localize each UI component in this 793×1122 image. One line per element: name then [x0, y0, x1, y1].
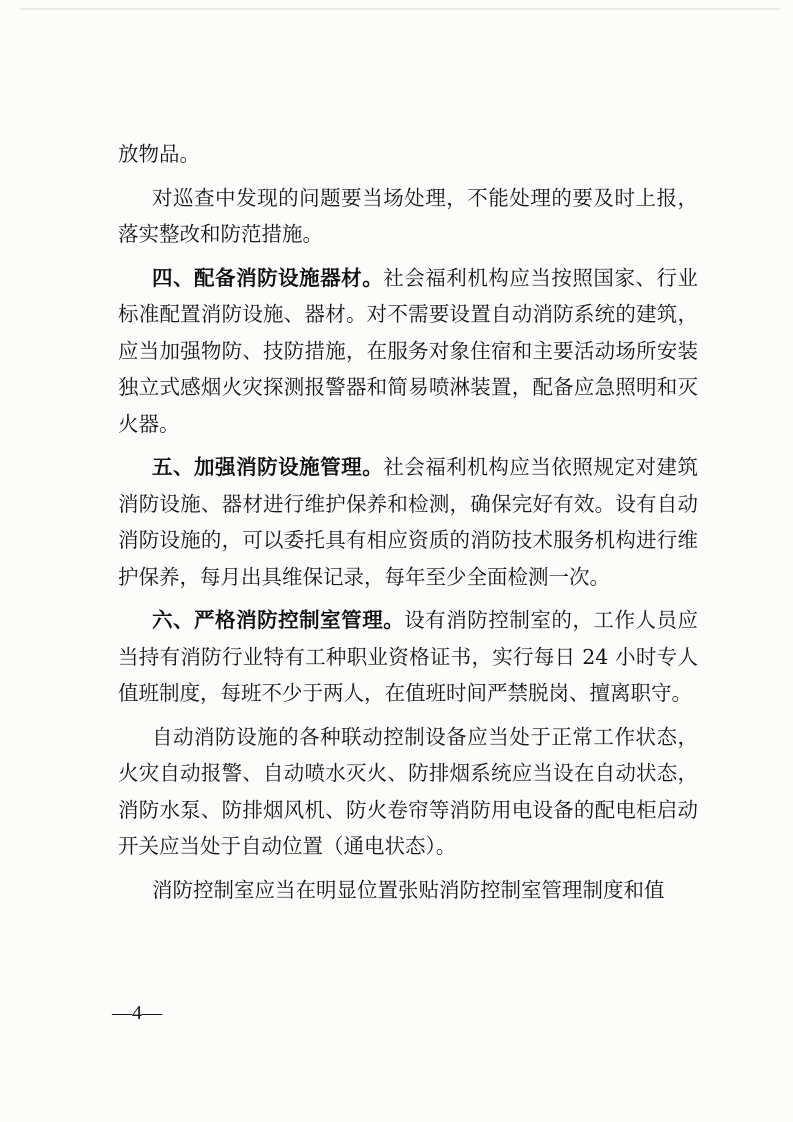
page-number: —4—	[112, 1002, 162, 1024]
paragraph-auto-facilities	[118, 719, 698, 865]
document-body	[118, 136, 698, 908]
paragraph-section-four	[118, 260, 698, 443]
paragraph-text: 放物品。	[118, 142, 200, 166]
section-heading: 六、严格消防控制室管理。	[152, 608, 405, 632]
paragraph-text: 自动消防设施的各种联动控制设备应当处于正常工作状态，火灾自动报警、自动喷水灭火、防排烟系统应当设在自动状态，消防水泵、防排烟风机、防火卷帘等消防用电设备的配电柜启动开关应当处于自动位置（通电状态）。	[118, 724, 698, 858]
paragraph-section-five	[118, 449, 698, 595]
paragraph-control-room	[118, 872, 698, 909]
section-heading: 五、加强消防设施管理。	[152, 455, 384, 479]
paragraph-text: 社会福利机构应当按照国家、行业标准配置消防设施、器材。对不需要设置自动消防系统的建筑，应当加强物防、技防措施，在服务对象住宿和主要活动场所安装独立式感烟火灾探测报警器和简易喷淋装置，配备应急照明和灭火器。	[118, 265, 699, 436]
scan-edge-line	[20, 8, 780, 10]
paragraph-inspection	[118, 180, 698, 253]
paragraph-text: 设有消防控制室的，工作人员应当持有消防行业特有工种职业资格证书，实行每日 24 小时专人值班制度，每班不少于两人，在值班时间严禁脱岗、擅离职守。	[118, 608, 699, 705]
paragraph-section-six	[118, 602, 698, 712]
paragraph-text: 社会福利机构应当依照规定对建筑消防设施、器材进行维护保养和检测，确保完好有效。设有自动消防设施的，可以委托具有相应资质的消防技术服务机构进行维护保养，每月出具维保记录，每年至少全面检测一次。	[118, 455, 699, 589]
paragraph-text: 消防控制室应当在明显位置张贴消防控制室管理制度和值	[152, 877, 665, 902]
section-heading: 四、配备消防设施器材。	[152, 265, 384, 290]
paragraph-text: 对巡查中发现的问题要当场处理，不能处理的要及时上报，落实整改和防范措施。	[118, 185, 698, 246]
paragraph-continuation	[118, 136, 698, 173]
